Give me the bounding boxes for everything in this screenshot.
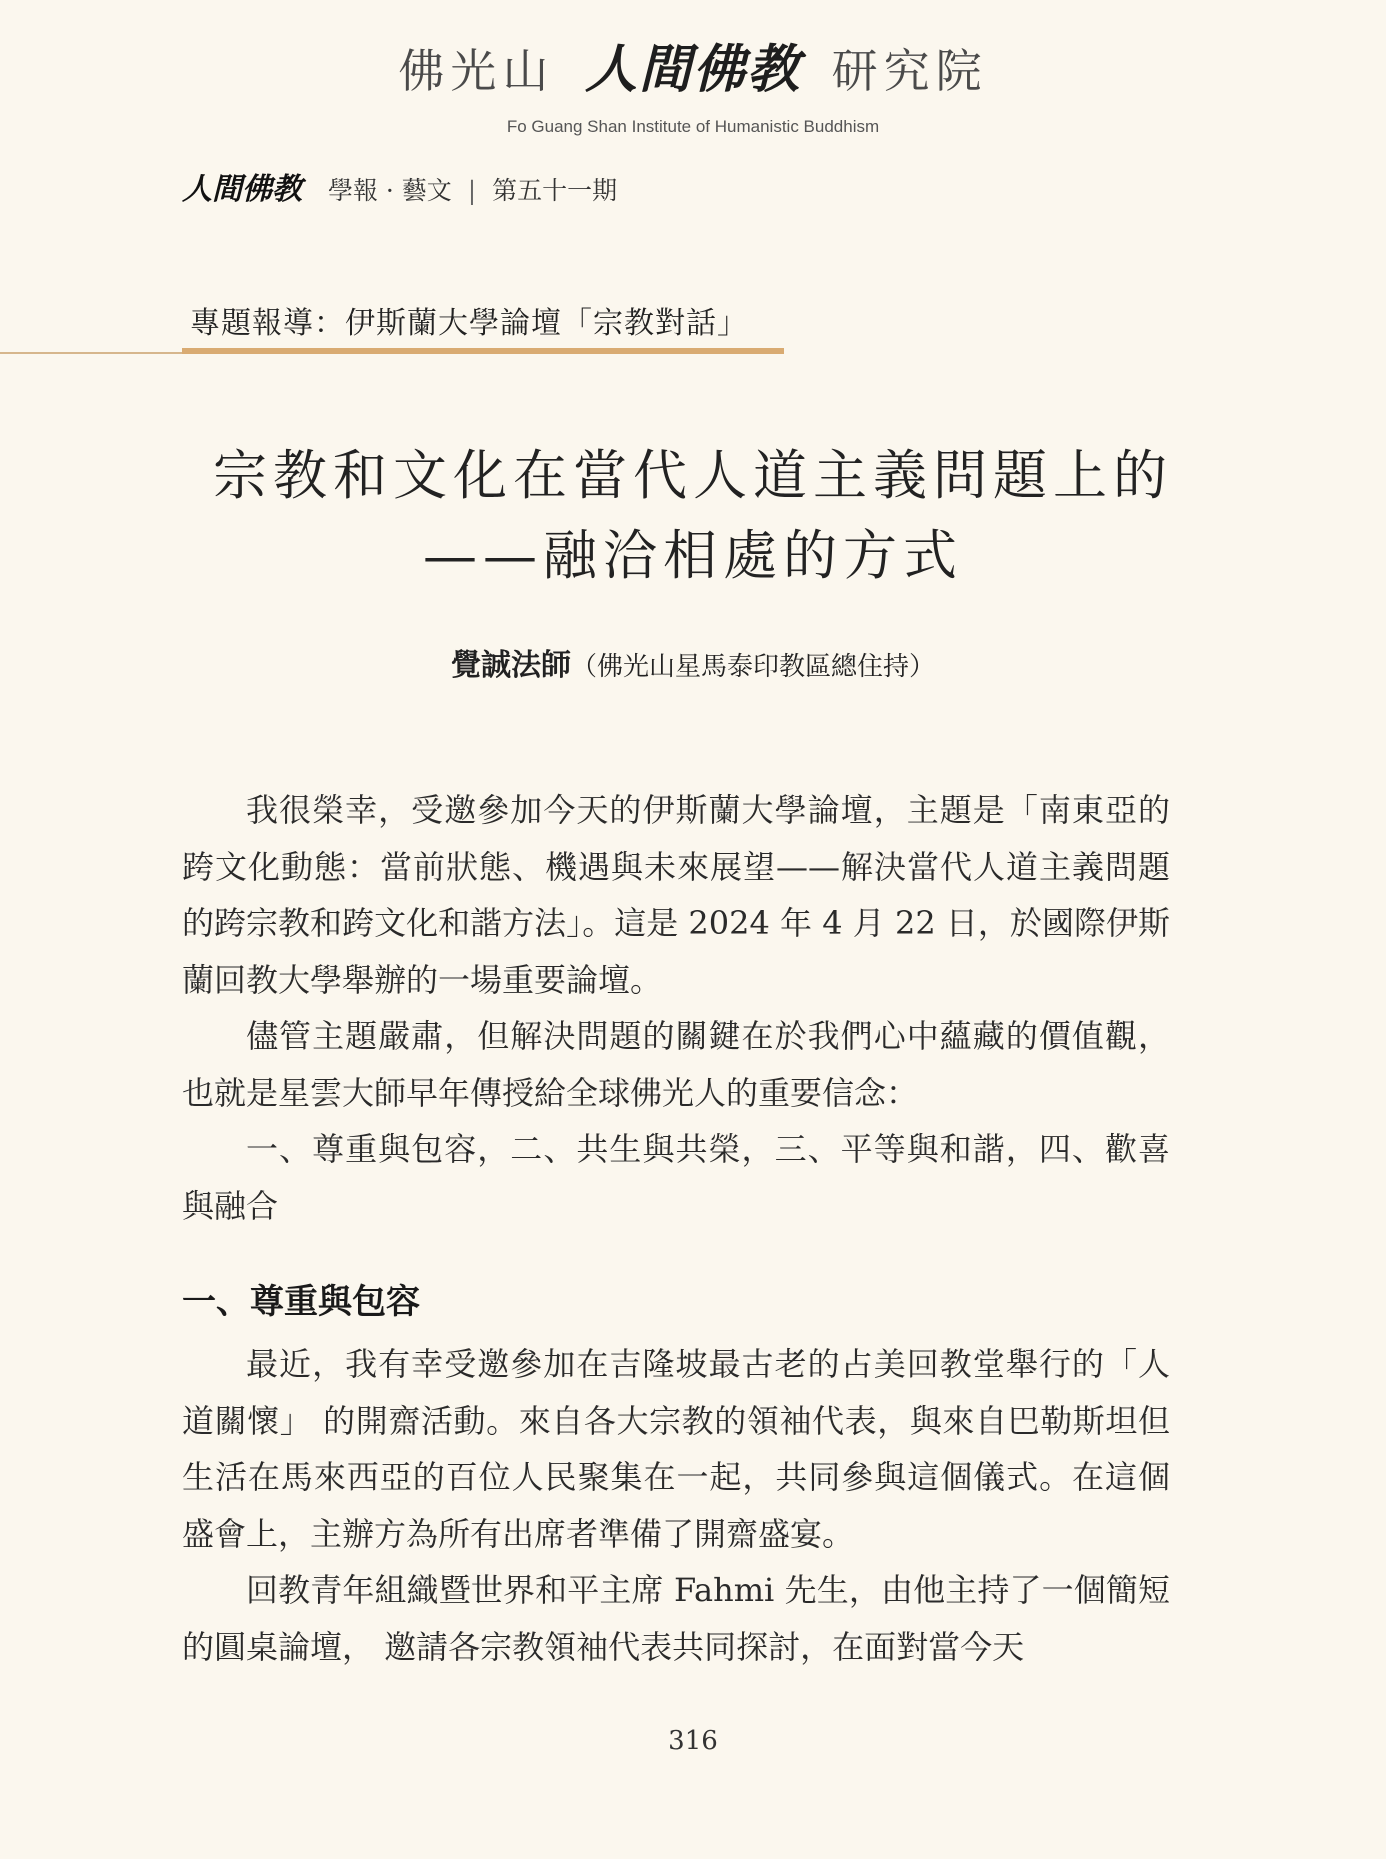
- masthead-english: Fo Guang Shan Institute of Humanistic Buddhism: [506, 117, 880, 136]
- section-paragraph: 最近，我有幸受邀參加在吉隆坡最古老的占美回教堂舉行的「人道關懷」 的開齋活動。來自各大宗教的領袖代表，與來自巴勒斯坦但生活在馬來西亞的百位人民聚集在一起，共同參與這個儀式。在這個盛會上，主辦方為所有出席者準備了開齋盛宴。: [182, 1345, 1170, 1553]
- author-byline: [0, 640, 1386, 684]
- author-affiliation: （佛光山星馬泰印教區總住持）: [570, 652, 935, 682]
- intro-paragraph: 儘管主題嚴肅，但解決問題的關鍵在於我們心中蘊藏的價值觀，也就是星雲大師早年傳授給全球佛光人的重要信念：: [182, 1017, 1170, 1112]
- masthead-left: 佛光山: [398, 44, 555, 98]
- institute-logo: [0, 38, 1386, 103]
- section-paragraph: 回教青年組織暨世界和平主席 Fahmi 先生，由他主持了一個簡短的圓桌論壇， 邀請各宗教領袖代表共同探討，在面對當今天: [182, 1571, 1170, 1666]
- masthead-calligraphy: 人間佛教: [584, 39, 801, 100]
- masthead-right: 研究院: [831, 44, 988, 98]
- title-line-1: 宗教和文化在當代人道主義問題上的: [213, 444, 1173, 507]
- masthead: [0, 38, 1386, 137]
- article-title: [0, 436, 1386, 596]
- author-name: 覺誠法師: [450, 648, 571, 683]
- divider: |: [467, 176, 477, 205]
- journal-issue: 第五十一期: [492, 176, 618, 205]
- intro-paragraph: 一、尊重與包容，二、共生與共榮，三、平等與和諧，四、歡喜與融合: [182, 1130, 1170, 1225]
- page-number: 316: [668, 1726, 718, 1756]
- title-line-2: ——融洽相處的方式: [423, 524, 963, 587]
- intro-paragraph: 我很榮幸，受邀參加今天的伊斯蘭大學論壇，主題是「南東亞的跨文化動態：當前狀態、機遇與未來展望——解決當代人道主義問題的跨宗教和跨文化和諧方法」。這是 2024 年 4 月 22 日，於國際伊斯蘭回教大學舉辦的一場重要論壇。: [182, 791, 1170, 999]
- journal-section: 學報 · 藝文: [327, 176, 452, 205]
- journal-logo: 人間佛教: [182, 172, 302, 207]
- running-head: [182, 164, 617, 208]
- section-heading: 一、尊重與包容: [182, 1282, 420, 1322]
- article-body: [182, 782, 1170, 1675]
- topic-label: 專題報導：伊斯蘭大學論壇「宗教對話」: [190, 306, 748, 341]
- topic-underline: [182, 348, 784, 354]
